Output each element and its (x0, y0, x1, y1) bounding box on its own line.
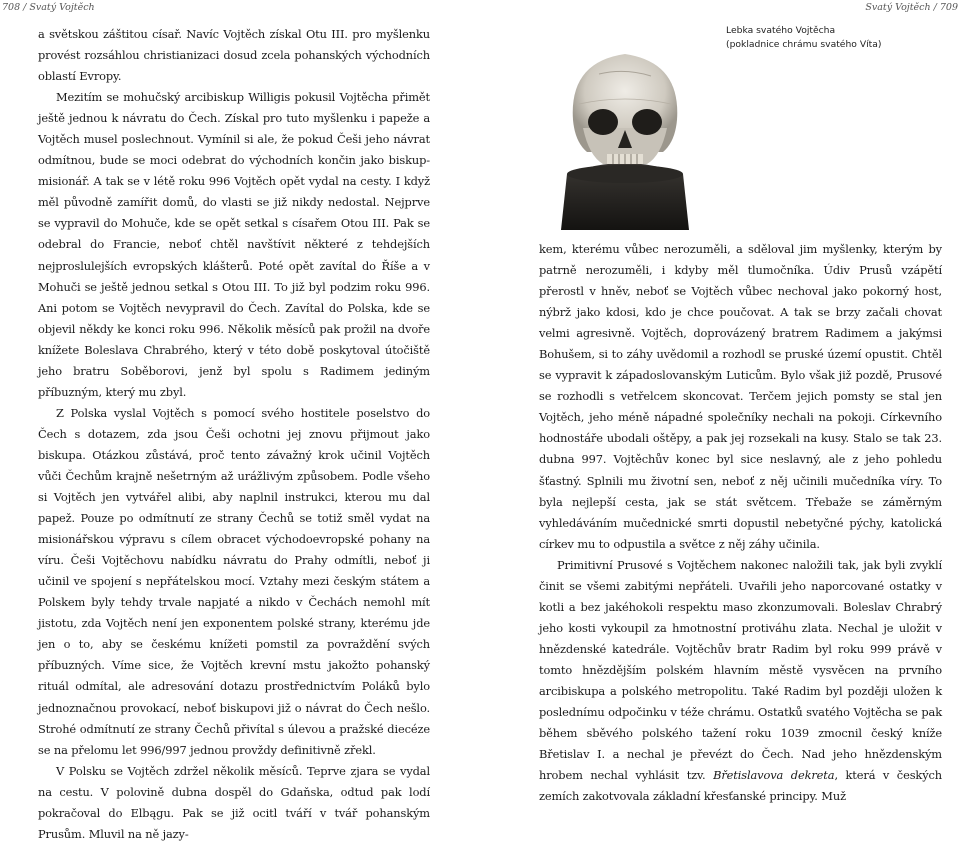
paragraph: Mezitím se mohučský arcibiskup Willigis pokusil Vojtěcha přimět ještě jednou k návratu do Čech. Získal pro tuto myšlenku i papeže a Vojtěch musel poslechnout. Vymínil si ale, že pokud Češi jeho návrat odmítnou, bude se moci odebrat do východních končin jako biskup-misionář. A tak se v létě roku 996 Vojtěch opět vydal na cesty. I když měl původně zamířit domů, do vlasti se již nikdy nedostal. Nejprve se vypravil do Mohuče, kde se opět setkal s císařem Otou III. Pak se odebral do Francie, neboť chtěl navštívit některé z tehdejších nejproslulejších evropských klášterů. Poté opět zavítal do Říše a v Mohuči se ještě jednou setkal s Otou III. To již byl podzim roku 996. Ani potom se Vojtěch nevypravil do Čech. Zavítal do Polska, kde se objevil někdy ke konci roku 996. Několik měsíců pak prožil na dvoře knížete Boleslava Chrabrého, který v této době poskytoval útočiště jeho bratru Soběborovi, jenž byl spolu s Radimem jediným příbuzným, který mu zbyl. (38, 90, 430, 399)
paragraph-text: Primitivní Prusové s Vojtěchem nakonec naložili tak, jak byli zvyklí činit se všemi zabitými nepřáteli. Uvařili jeho naporcované ostatky v kotli a bez jakéhokoli respektu maso zkonzumovali. Boleslav Chrabrý jeho kosti vykoupil za hmotnostní protiváhu zlata. Nechal je uložit v hnězdenské katedrále. Vojtěchův bratr Radim byl roku 999 právě v tomto hnězdějším polském hlavním městě vysvěcen na prvního arcibiskupa a polského metropolitu. Také Radim byl později uložen k poslednímu odpočinku v téže chrámu. Ostatků svatého Vojtěcha se pak během sběvého polského tažení roku 1039 zmocnil český kníže Břetislav I. a nechal je převézt do Čech. Nad jeho hnězdenským hrobem nechal vyhlásit tzv. (539, 557, 942, 783)
caption-source: (pokladnice chrámu svatého Víta) (726, 39, 882, 50)
caption-title: Lebka svatého Vojtěcha (726, 25, 836, 36)
skull-photo (539, 24, 711, 230)
left-text-column (38, 24, 430, 845)
running-header-right: Svatý Vojtěch / 709 (865, 2, 958, 13)
paragraph: V Polsku se Vojtěch zdržel několik měsíců. Teprve zjara se vydal na cestu. V polovině dubna dospěl do Gdaňska, odtud pak lodí pokračoval do Elbągu. Pak se již ocitl tváří v tvář pohanským Prusům. Mluvil na ně jazy- (38, 763, 430, 841)
paragraph: a světskou záštitou císař. Navíc Vojtěch získal Otu III. pro myšlenku provést rozsáhlou christianizaci dosud zcela pohanských východních oblastí Evropy. (38, 27, 430, 84)
paragraph: kem, kterému vůbec nerozuměli, a sděloval jim myšlenky, kterým by patrně nerozuměli, i kdyby měl tlumočníka. Údiv Prusů vzápětí přerostl v hněv, neboť se Vojtěch vůbec nechoval jako pokorný host, nýbrž jako kdosi, kdo je chce poučovat. A tak se brzy začali chovat velmi agresivně. Vojtěch, doprovázený bratrem Radimem a jakýmsi Bohušem, si to záhy uvědomil a rozhodl se pruské území opustit. Chtěl se vypravit k západoslovanským Luticům. Bylo však již pozdě, Prusové se rozhodli s vetřelcem skoncovat. Terčem jejich pomsty se stal jen Vojtěch, jeho méně nápadné společníky nechali na pokoji. Církevního hodnostáře ubodali oštěpy, a pak jej rozsekali na kusy. Stalo se tak 23. dubna 997. Vojtěchův konec byl sice neslavný, ale z jeho pohledu šťastný. Splnili mu životní sen, neboť z něj učinili mučedníka víry. To byla nejlepší cesta, jak se stát světcem. Třebaže se záměrným vyhledáváním mučednické smrti dopustil nebetyčné pýchy, katolická církev mu to odpustila a světce z něj záhy učinila. (539, 242, 942, 551)
paragraph: Z Polska vyslal Vojtěch s pomocí svého hostitele poselstvo do Čech s dotazem, zda jsou Češi ochotni jej znovu přijmout jako biskupa. Otázkou zůstává, proč tento závažný krok učinil Vojtěch vůči Čechům krajně nešetrným až urážlivým způsobem. Podle všeho si Vojtěch jen vytvářel alibi, aby naplnil instrukci, kterou mu dal papež. Pouze po odmítnutí ze strany Čechů se totiž směl vydat na misionářskou výpravu s cílem obracet východoevropské pohany na víru. Češi Vojtěchovu nabídku návratu do Prahy odmítli, neboť ji učinil ve spojení s nepřátelskou mocí. Vztahy mezi českým státem a Polskem byly tehdy trvale napjaté a nikdo v Čechách nemohl mít jistotu, zda Vojtěch není jen exponentem polské strany, kterému jde jen o to, aby se českému knížeti pomstil za povraždění svých příbuzných. Víme sice, že Vojtěch krevní mstu jakožto pohanský rituál odmítal, ale adresování dotazu prostřednictvím Poláků bylo jednoznačnou provokací, neboť biskupovi již o návrat do Čech nešlo. Strohé odmítnutí ze strany Čechů přivítal s úlevou a pražské diecéze se na přelomu let 996/997 jednou provždy definitivně zřekl. (38, 405, 430, 757)
skull-relic-photo-icon (539, 24, 711, 230)
right-text-column (539, 239, 942, 807)
paragraph-text: , která v českých zemích zakotvovala základní křesťanské principy. Muž (539, 768, 942, 804)
emphasized-title: Břetislavova dekreta (713, 768, 835, 783)
paragraph (539, 555, 942, 808)
running-header-left: 708 / Svatý Vojtěch (2, 2, 95, 13)
figure-caption (726, 24, 946, 52)
